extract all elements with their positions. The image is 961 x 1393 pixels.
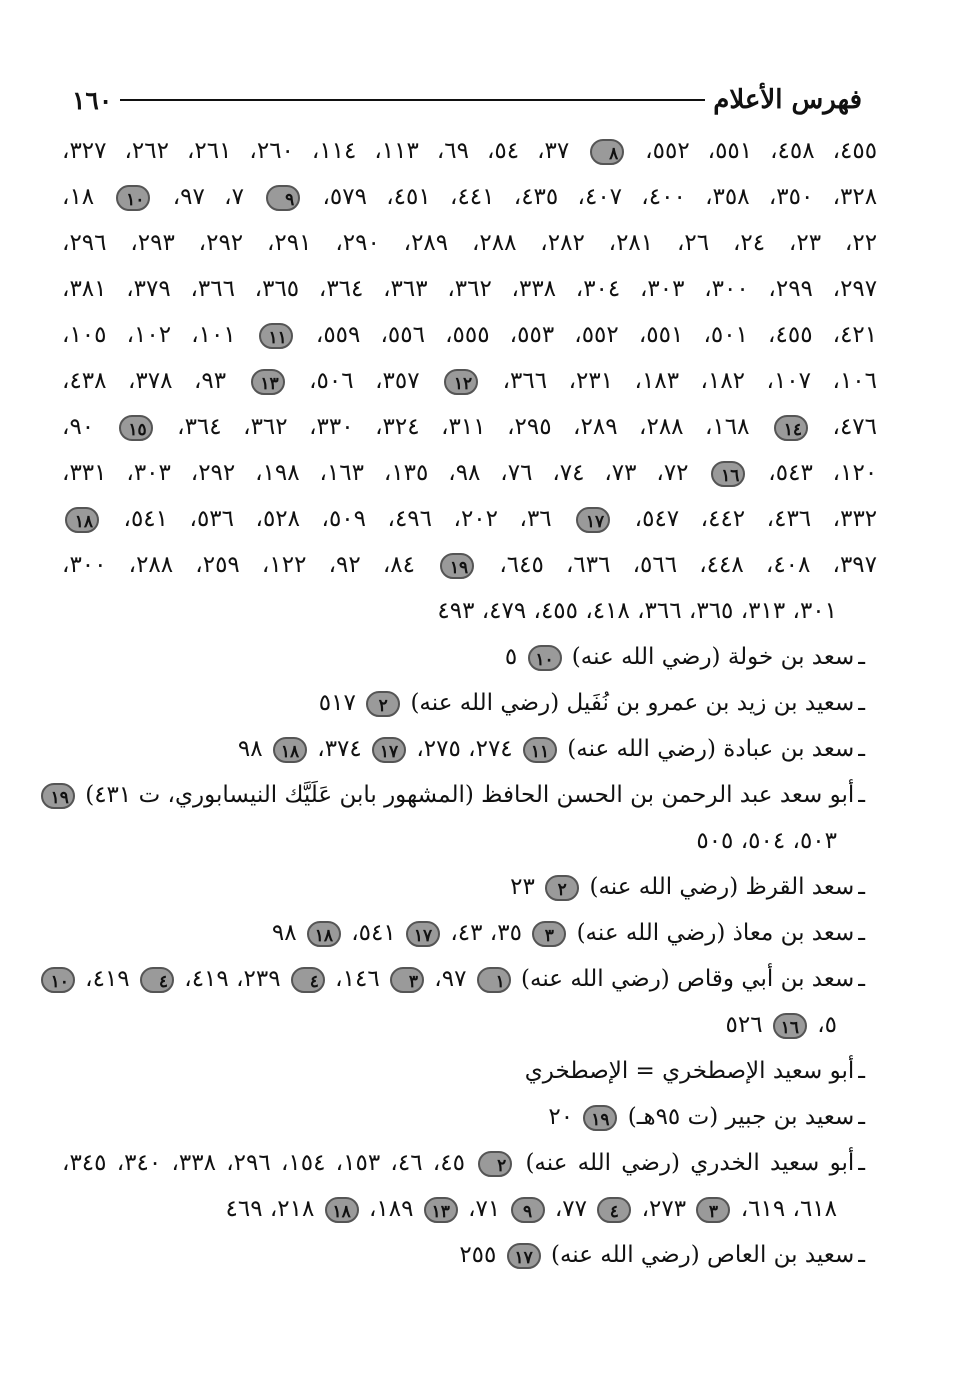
- volume-badge: ١٦: [711, 461, 745, 487]
- entry-text: ١٠١، ١٠٢، ١٠٥،: [62, 322, 256, 348]
- entry-text: ٤٥، ٤٦، ١٥٣، ١٥٤، ٢٩٦، ٣٣٨، ٣٤٠، ٣٤٥،: [62, 1150, 476, 1176]
- entry-text: ٢٧٣،: [634, 1196, 694, 1222]
- index-continuation-line: [62, 1186, 877, 1232]
- entry-text: ١٨،: [62, 184, 114, 210]
- volume-badge: ١: [477, 967, 511, 993]
- index-continuation-line: [62, 358, 877, 404]
- entry-text: أبو سعيد الخدري (رضي الله عنه): [515, 1150, 855, 1176]
- entry-text: سعيد بن زيد بن عمرو بن نُفَيل (رضي الله عنه): [403, 690, 855, 716]
- volume-badge: ٢: [478, 1151, 512, 1177]
- index-entries: [50, 128, 878, 1278]
- index-entry: [62, 910, 877, 956]
- entry-dash: ـ: [858, 644, 865, 670]
- volume-badge: ٤: [291, 967, 325, 993]
- entry-text: ٤١٩،: [77, 966, 137, 992]
- entry-text: ٣٩٧، ٤٠٨، ٤٤٨، ٥٦٦، ٦٣٦، ٦٤٥،: [477, 552, 878, 578]
- volume-badge: ١١: [523, 737, 557, 763]
- volume-badge: ١٠: [116, 185, 150, 211]
- volume-badge: ٩: [266, 185, 300, 211]
- entry-dash: ـ: [858, 1150, 866, 1176]
- index-entry: [62, 1140, 877, 1186]
- volume-badge: ٤: [597, 1197, 631, 1223]
- entry-text: ٥٠٣، ٥٠٤، ٥٠٥: [696, 828, 837, 854]
- index-entry: [62, 1094, 877, 1140]
- entry-text: ٥،: [809, 1012, 837, 1038]
- entry-text: ١٠٦، ١٠٧، ١٨٢، ١٨٣، ٢٣١، ٣٦٦،: [481, 368, 877, 394]
- entry-text: سعيد بن جبير (ت ٩٥هـ): [620, 1104, 855, 1130]
- entry-text: ٢٢، ٢٣، ٢٤، ٢٦، ٢٨١، ٢٨٢، ٢٨٨، ٢٨٩، ٢٩٠، ٢٩١، ٢٩٢، ٢٩٣، ٢٩٦،: [62, 230, 878, 256]
- entry-text: ٧٧،: [547, 1196, 595, 1222]
- index-entry: [62, 1232, 877, 1278]
- volume-badge: ٣: [390, 967, 424, 993]
- volume-badge: ٣: [696, 1197, 730, 1223]
- volume-badge: ١٨: [307, 921, 341, 947]
- volume-badge: ١٧: [576, 507, 610, 533]
- entry-dash: ـ: [858, 1058, 865, 1084]
- volume-badge: ١٦: [773, 1013, 807, 1039]
- entry-text: ٩٠،: [62, 414, 116, 440]
- entry-text: ٣٢٨، ٣٥٠، ٣٥٨، ٤٠٠، ٤٠٧، ٤٣٥، ٤٤١، ٤٥١، ٥٧٩،: [303, 184, 878, 210]
- index-entry: [50, 956, 877, 1002]
- volume-badge: ١٨: [325, 1197, 359, 1223]
- index-continuation-line: [62, 128, 877, 174]
- entry-text: ٤٥٥، ٤٥٨، ٥٥١، ٥٥٢،: [627, 138, 878, 164]
- entry-text: ٣٧٤،: [309, 736, 370, 762]
- entry-text: ٢٧٤، ٢٧٥،: [409, 736, 520, 762]
- entry-text: ٨٤، ٩٢، ١٢٢، ٢٥٩، ٢٨٨، ٣٠٠،: [62, 552, 438, 578]
- entry-text: ٣٦، ٢٠٢، ٤٩٦، ٥٠٩، ٥٢٨، ٥٣٦، ٥٤١،: [102, 506, 574, 532]
- index-continuation-line: [62, 818, 877, 864]
- index-entry: [62, 634, 877, 680]
- entry-text: ٢٠: [548, 1104, 581, 1130]
- entry-text: ٣٥٧، ٥٠٦،: [287, 368, 442, 394]
- volume-badge: ١٧: [406, 921, 440, 947]
- volume-badge: ١٣: [251, 369, 285, 395]
- index-entry: [50, 772, 877, 818]
- volume-badge: ٤: [140, 967, 174, 993]
- entry-text: ٧٢، ٧٣، ٧٤، ٧٦، ٩٨، ١٣٥، ١٦٣، ١٩٨، ٢٩٢، ٣٠٣، ٣٣١،: [62, 460, 709, 486]
- running-title: فهرس الأعلام: [713, 85, 862, 115]
- index-continuation-line: [62, 312, 877, 358]
- volume-badge: ١٨: [273, 737, 307, 763]
- entry-text: ٢٥٥: [459, 1242, 504, 1268]
- entry-dash: ـ: [858, 920, 865, 946]
- volume-badge: ١٣: [424, 1197, 458, 1223]
- entry-text: ٩٧،: [426, 966, 474, 992]
- entry-text: ٥١٧: [318, 690, 364, 716]
- index-continuation-line: [62, 174, 877, 220]
- entry-text: ١٨٩،: [361, 1196, 421, 1222]
- index-continuation-line: [62, 1002, 877, 1048]
- entry-dash: ـ: [858, 874, 865, 900]
- volume-badge: ٢: [366, 691, 400, 717]
- entry-text: ٣٧، ٥٤، ٦٩، ١١٣، ١١٤، ٢٦٠، ٢٦١، ٢٦٢، ٣٢٧،: [62, 138, 588, 164]
- volume-badge: ١٤: [774, 415, 808, 441]
- index-entry: [62, 680, 877, 726]
- entry-text: ٣٥، ٤٣،: [443, 920, 530, 946]
- entry-text: ٧١،: [460, 1196, 508, 1222]
- index-continuation-line: [62, 496, 877, 542]
- entry-text: ٢٣٩، ٤١٩،: [176, 966, 288, 992]
- entry-text: سعيد بن العاص (رضي الله عنه): [543, 1242, 855, 1268]
- entry-text: سعد بن عبادة (رضي الله عنه): [559, 736, 855, 762]
- volume-badge: ١٩: [583, 1105, 617, 1131]
- entry-text: ٩٨: [237, 736, 270, 762]
- entry-text: ٢٣: [510, 874, 543, 900]
- index-entry: [62, 864, 877, 910]
- entry-dash: ـ: [858, 690, 865, 716]
- entry-text: ٧، ٩٧،: [153, 184, 264, 210]
- volume-badge: ١٧: [372, 737, 406, 763]
- entry-text: سعد بن معاذ (رضي الله عنه): [569, 920, 855, 946]
- volume-badge: ١٩: [440, 553, 474, 579]
- index-entry: [62, 726, 877, 772]
- entry-text: ٢٩٧، ٢٩٩، ٣٠٠، ٣٠٣، ٣٠٤، ٣٣٨، ٣٦٢، ٣٦٣، ٣٦٤، ٣٦٥، ٣٦٦، ٣٧٩، ٣٨١،: [62, 276, 878, 302]
- volume-badge: ٢: [545, 875, 579, 901]
- entry-text: ٩٣، ٣٧٨، ٤٣٨،: [62, 368, 248, 394]
- index-continuation-line: [62, 450, 877, 496]
- entry-text: ٦١٨، ٦١٩،: [733, 1196, 837, 1222]
- volume-badge: ٩: [511, 1197, 545, 1223]
- entry-text: سعد بن أبي وقاص (رضي الله عنه): [513, 966, 855, 992]
- volume-badge: ١٨: [65, 507, 99, 533]
- index-continuation-line: [62, 404, 877, 450]
- volume-badge: ٨: [590, 139, 624, 165]
- page-number: ١٦٠: [72, 85, 113, 115]
- volume-badge: ١٢: [444, 369, 478, 395]
- volume-badge: ١٩: [41, 783, 75, 809]
- volume-badge: ٣: [532, 921, 566, 947]
- index-continuation-line: [62, 588, 877, 634]
- index-entry: [62, 1048, 877, 1094]
- volume-badge: ١٥: [119, 415, 153, 441]
- entry-text: سعد القرظ (رضي الله عنه): [582, 874, 855, 900]
- volume-badge: ١٠: [41, 967, 75, 993]
- index-continuation-line: [62, 542, 877, 588]
- entry-text: ١٦٨، ٢٨٨، ٢٨٩، ٢٩٥، ٣١١، ٣٢٤، ٣٣٠، ٣٦٢، ٣٦٤،: [155, 414, 772, 440]
- entry-text: ٥٤١،: [343, 920, 404, 946]
- volume-badge: ١٧: [507, 1243, 541, 1269]
- volume-badge: ١١: [259, 323, 293, 349]
- page-header: [62, 80, 872, 120]
- entry-text: ٣٣٢، ٤٣٦، ٤٤٢، ٥٤٧،: [613, 506, 878, 532]
- entry-dash: ـ: [858, 1104, 865, 1130]
- entry-text: ١٤٦،: [327, 966, 387, 992]
- entry-text: سعد بن خولة (رضي الله عنه): [564, 644, 855, 670]
- entry-text: ١٢٠، ٥٤٣،: [748, 460, 878, 486]
- entry-dash: ـ: [858, 1242, 865, 1268]
- entry-dash: ـ: [858, 966, 865, 992]
- volume-badge: ١٠: [528, 645, 562, 671]
- entry-text: أبو سعيد الإصطخري = الإصطخري: [524, 1058, 855, 1084]
- entry-text: ٣٠١، ٣١٣، ٣٦٥، ٣٦٦، ٤١٨، ٤٥٥، ٤٧٩، ٤٩٣: [437, 598, 837, 624]
- index-continuation-line: [62, 266, 877, 312]
- index-continuation-line: [62, 220, 877, 266]
- header-rule: [120, 99, 705, 101]
- entry-text: ٢١٨، ٤٦٩: [225, 1196, 322, 1222]
- entry-dash: ـ: [858, 736, 865, 762]
- entry-text: ٤٢١، ٤٥٥، ٥٠١، ٥٥١، ٥٥٢، ٥٥٣، ٥٥٥، ٥٥٦، ٥٥٩،: [295, 322, 878, 348]
- entry-dash: ـ: [858, 782, 865, 808]
- entry-text: أبو سعد عبد الرحمن بن الحسن الحافظ (المشهور بابن عَلَيَّك النيسابوري، ت ٤٣١): [77, 782, 855, 808]
- entry-text: ٩٨: [271, 920, 304, 946]
- entry-text: ٤٧٦،: [811, 414, 877, 440]
- entry-text: ٥: [504, 644, 525, 670]
- entry-text: ٥٢٦: [725, 1012, 770, 1038]
